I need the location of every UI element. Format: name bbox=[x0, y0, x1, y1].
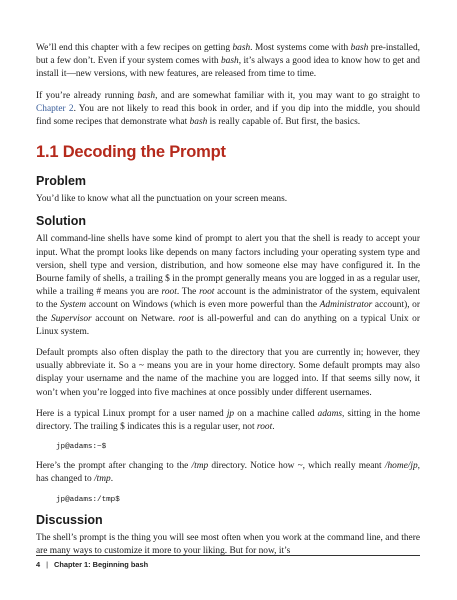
discussion-text: The shell’s prompt is the thing you will see most often when you work at the command line, and there are many ways to customize it more to your liking. But for now, it’s bbox=[36, 532, 420, 556]
footer-chapter-title: Chapter 1: Beginning bash bbox=[54, 560, 149, 569]
discussion-heading: Discussion bbox=[36, 512, 103, 527]
code-example-home: jp@adams:~$ bbox=[56, 443, 107, 452]
page-footer bbox=[36, 555, 420, 569]
problem-text: You’d like to know what all the punctuation on your screen means. bbox=[36, 194, 288, 205]
problem-heading: Problem bbox=[36, 174, 87, 189]
section-title: 1.1 Decoding the Prompt bbox=[36, 143, 226, 162]
solution-paragraph-2: Default prompts also often display the path to the directory that you are currently in; however, they usually abbreviate it. So a ~ means you are in your home directory. Some default prompts may also display your username and the name of the machine you are logged into. If that seems silly now, it won’t when you’re logged into five machines at once possibly under different usernames. bbox=[36, 348, 420, 398]
code-example-tmp: jp@adams:/tmp$ bbox=[56, 495, 120, 504]
page-body bbox=[36, 42, 420, 566]
footer-separator: | bbox=[46, 560, 49, 569]
solution-paragraph-4: Here’s the prompt after changing to the /tmp directory. Notice how ~, which really meant /home/jp, has changed to /tmp. bbox=[36, 461, 420, 485]
intro-paragraph-2: If you’re already running bash, and are somewhat familiar with it, you may want to go straight to Chapter 2. You are not likely to read this book in order, and if you dip into the middle, you should find some recipes that demonstrate what bash is really capable of. But first, the basics. bbox=[36, 90, 420, 128]
solution-heading: Solution bbox=[36, 214, 86, 229]
page-number: 4 bbox=[36, 560, 41, 569]
chapter-2-link[interactable]: Chapter 2 bbox=[36, 103, 74, 114]
solution-paragraph-1: All command-line shells have some kind of prompt to alert you that the shell is ready to accept your input. What the prompt looks like depends on many factors including your operating system type and version, shell type and version, distribution, and how someone else may have configured it. In the Bourne family of shells, a trailing $ in the prompt generally means you are logged in as a regular user, while a trailing # means you are root. The root account is the administrator of the system, equivalent to the System account on Windows (which is even more powerful than the Administrator account), or the Supervisor account on Netware. root is all-powerful and can do anything on a typical Unix or Linux system. bbox=[36, 234, 420, 337]
solution-paragraph-3: Here is a typical Linux prompt for a user named jp on a machine called adams, sitting in the home directory. The trailing $ indicates this is a regular user, not root. bbox=[36, 408, 420, 433]
intro-paragraph-1: We’ll end this chapter with a few recipes on getting bash. Most systems come with bash pre-installed, but a few don’t. Even if your system comes with bash, it’s always a good idea to know how to get and install it—new versions, with new features, are released from time to time. bbox=[36, 43, 420, 80]
